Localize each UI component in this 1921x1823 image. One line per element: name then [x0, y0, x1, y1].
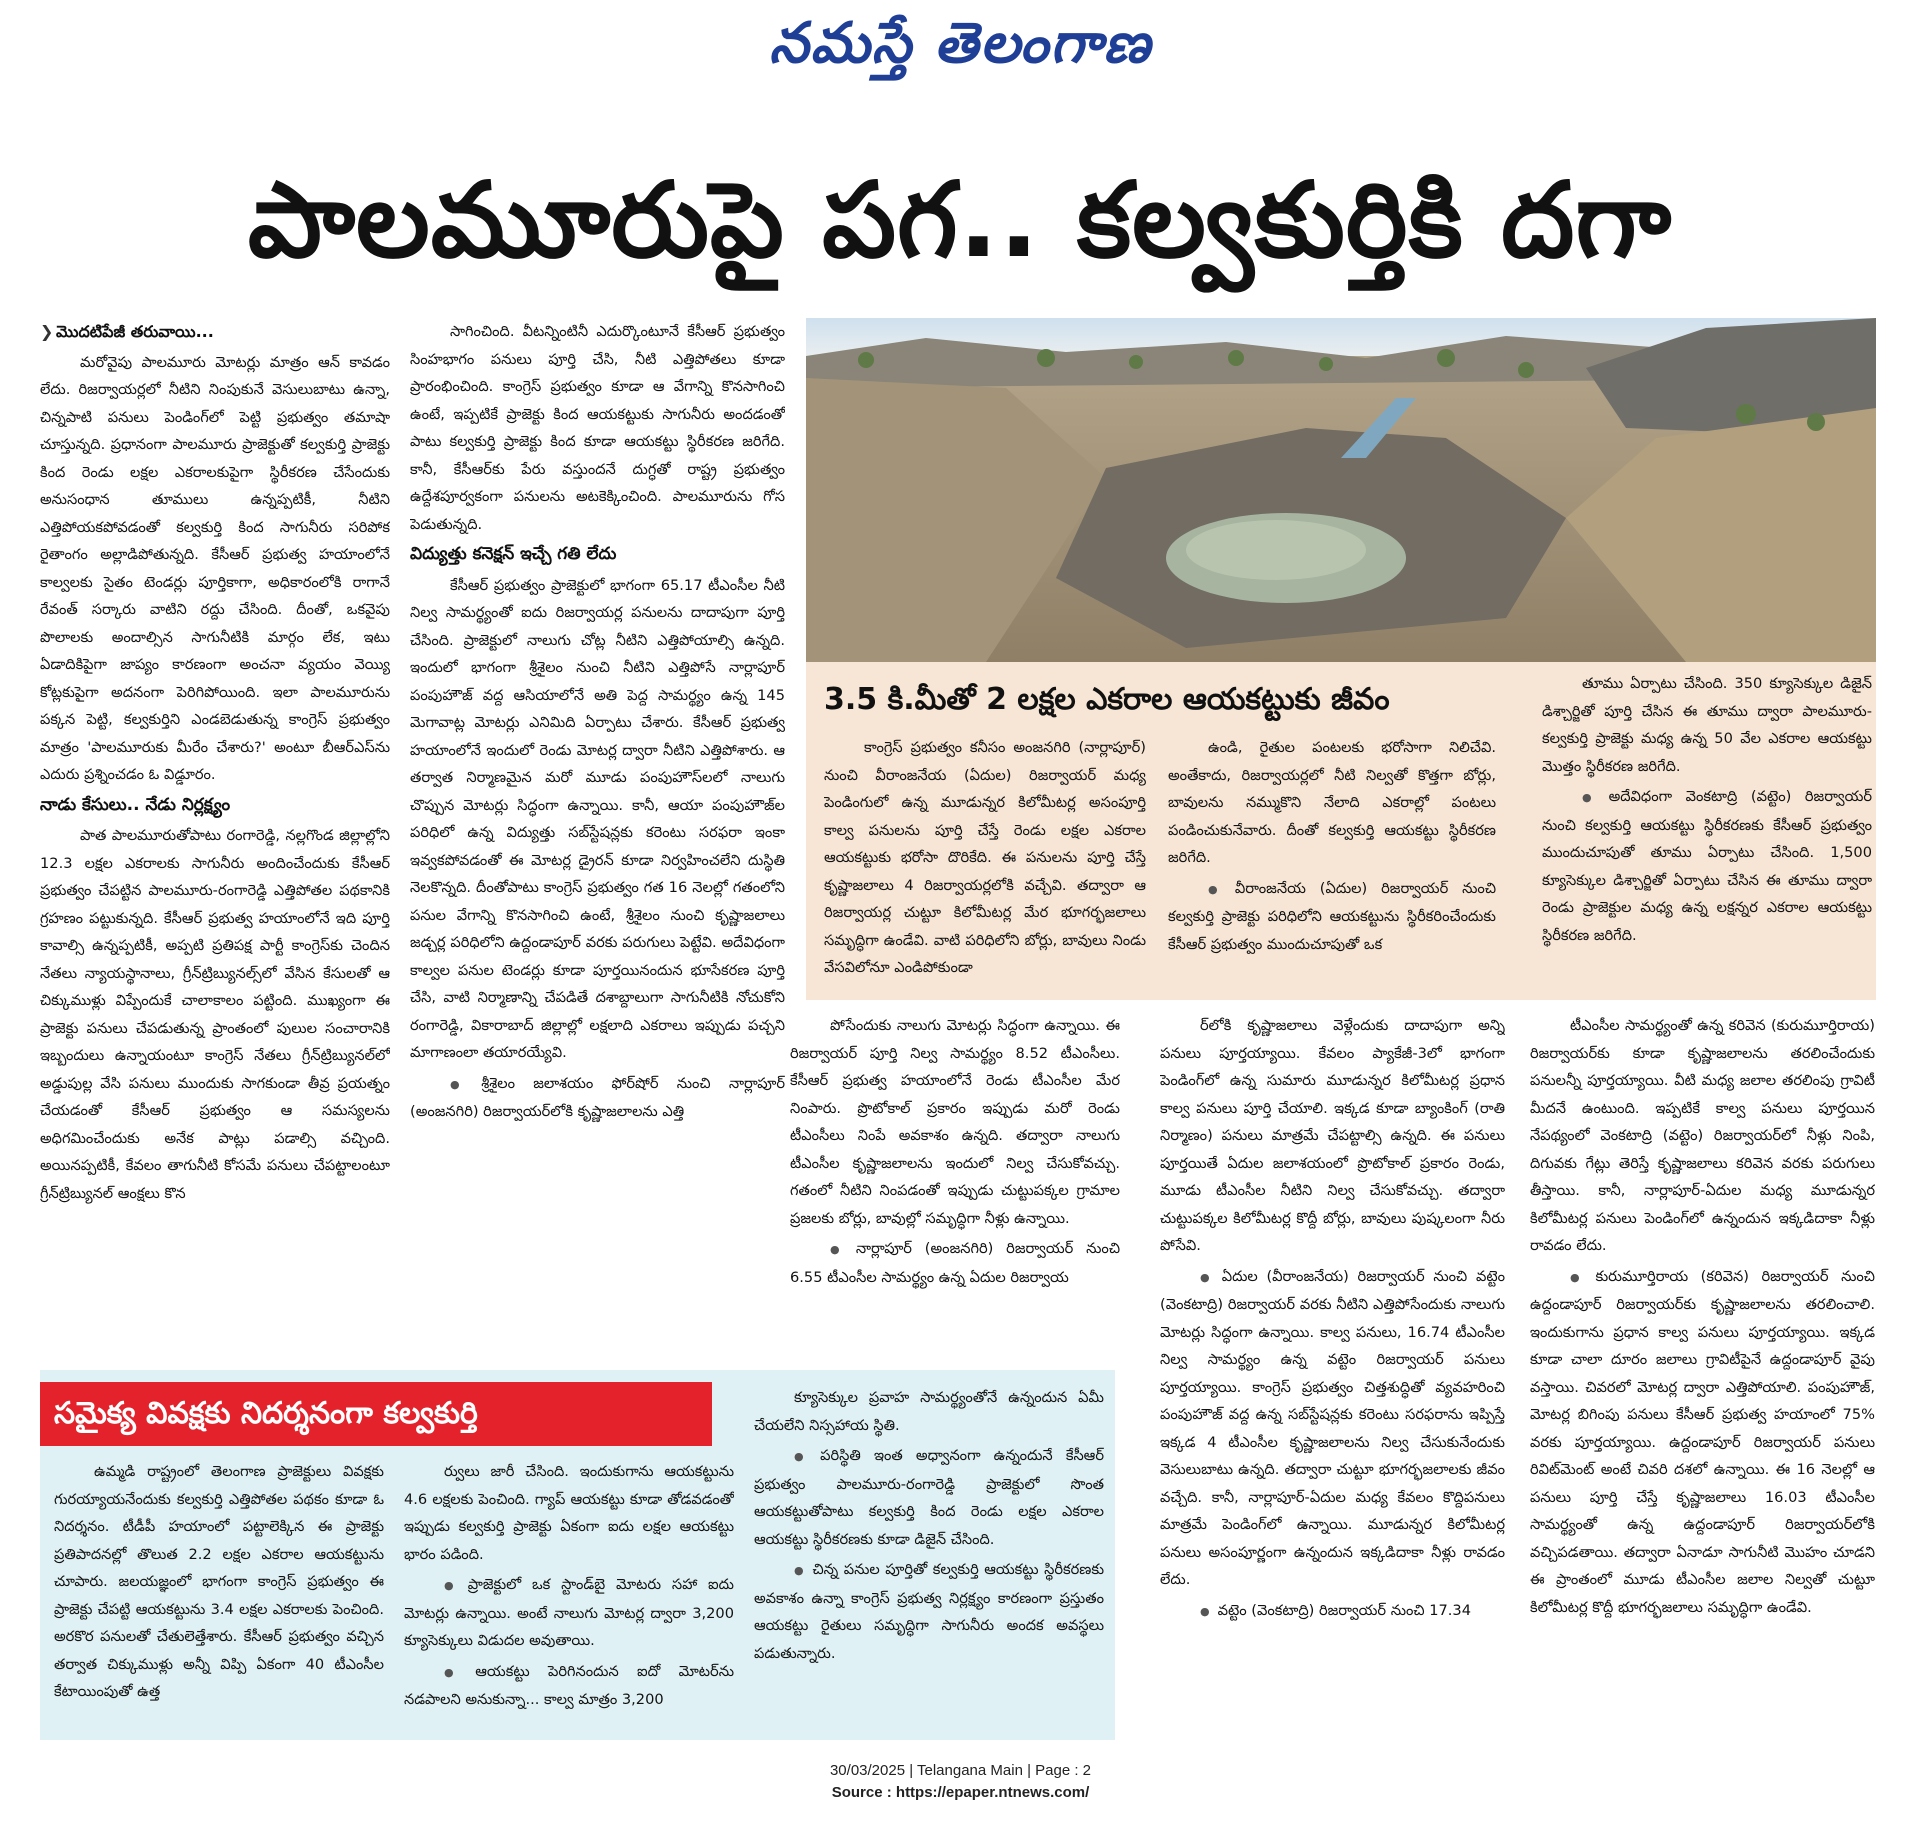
- continuation-label: [40, 318, 390, 346]
- bullet-item: ● చిన్న పనుల పూర్తితో కల్వకుర్తి ఆయకట్టు స్థిరీకరణకు అవకాశం ఉన్నా కాంగ్రెస్ ప్రభుత్వ నిర్లక్ష్యం కారణంగా ప్రస్తుతం ఆయకట్టు రైతులు సమృద్ధిగా సాగునీరు అందక అవస్థలు పడుతున్నారు.: [754, 1556, 1104, 1667]
- footer-date-page: 30/03/2025 | Telangana Main | Page : 2: [829, 1762, 1092, 1779]
- subheading: నాడు కేసులు.. నేడు నిర్లక్ష్యం: [40, 794, 231, 815]
- paragraph: మరోవైపు పాలమూరు మోటర్లు మాత్రం ఆన్ కావడం లేదు. రిజర్వాయర్లలో నీటిని నింపుకునే వెసులుబాటు ఉన్నా, చిన్నపాటి పనులు పెండింగ్‌లో పెట్టి ప్రభుత్వం తమాషా చూస్తున్నది. ప్రధానంగా పాలమూరు ప్రాజెక్టుతో కల్వకుర్తి ప్రాజెక్టు కింద రెండు లక్షల ఎకరాలకుపైగా స్థిరీకరణ చేసేందుకు అనుసంధాన తూములు ఉన్నప్పటికీ, నీటిని ఎత్తిపోయకపోవడంతో కల్వకుర్తి కింద సాగునీరు సరిపోక రైతాంగం అల్లాడిపోతున్నది. కేసీఆర్ ప్రభుత్వ హయాంలోనే కాల్వలకు సైతం టెండర్లు పూర్తికాగా, అధికారంలోకి రాగానే రేవంత్ సర్కారు వాటిని రద్దు చేసింది. దీంతో, ఒకవైపు పొలాలకు అందాల్సిన సాగునీటికి మార్గం లేక, ఇటు ఏడాదికిపైగా జాప్యం కారణంగా అంచనా వ్యయం వెయ్యి కోట్లకుపైగా అదనంగా పెరిగిపోయింది. ఇలా పాలమూరును పక్కన పెట్టి, కల్వకుర్తిని ఎండబెడుతున్న కాంగ్రెస్ ప్రభుత్వం మాత్రం 'పాలమూరుకు మీరేం చేశారు?' అంటూ బీఆర్‌ఎస్‌ను ఎదురు ప్రశ్నించడం ఓ విడ్డూరం.: [40, 353, 390, 783]
- headline: పాలమూరుపై పగ.. కల్వకుర్తికి దగా: [247, 159, 1673, 281]
- column-4: [1160, 1012, 1505, 1742]
- bullet-item: ● ఆయకట్టు పెరిగినందున ఐదో మోటర్‌ను నడపాలని అనుకున్నా... కాల్వ మాత్రం 3,200: [404, 1658, 734, 1714]
- info-box-discrimination: [40, 1370, 1115, 1740]
- dry-canal-photo: [806, 318, 1876, 662]
- box-title: 3.5 కి.మీతో 2 లక్షల ఎకరాల ఆయకట్టుకు జీవం: [824, 682, 1390, 717]
- paragraph: ఉమ్మడి రాష్ట్రంలో తెలంగాణ ప్రాజెక్టులు వివక్షకు గురయ్యాయనేందుకు కల్వకుర్తి ఎత్తిపోతల పథకం కూడా ఓ నిదర్శనం. టీడీపీ హయాంలో పట్టాలెక్కిన ఈ ప్రాజెక్టు ప్రతిపాదనల్లో తొలుత 2.2 లక్షల ఎకరాల ఆయకట్టును చూపారు. జలయజ్ఞంలో భాగంగా కాంగ్రెస్ ప్రభుత్వం ఈ ప్రాజెక్టు చేపట్టి ఆయకట్టును 3.4 లక్షల ఎకరాలకు పెంచింది. అరకొర పనులతో చేతులెత్తేశారు. కేసీఆర్ ప్రభుత్వం వచ్చిన తర్వాత చిక్కుముళ్లు అన్నీ విప్పి ఏకంగా 40 టీఎంసీల కేటాయింపుతో ఉత్త: [54, 1463, 384, 1700]
- bullet-item: ● అదేవిధంగా వెంకటాద్రి (వట్టెం) రిజర్వాయర్ నుంచి కల్వకుర్తి ఆయకట్టు స్థిరీకరణకు కేసీఆర్ ప్రభుత్వం ముందుచూపుతో తూము ఏర్పాటు చేసింది. 1,500 క్యూసెక్కుల డిశ్చార్జితో ఏర్పాటు చేసిన ఈ తూము ద్వారా రెండు ప్రాజెక్టుల మధ్య ఉన్న లక్షన్నర ఎకరాల ఆయకట్టు స్థిరీకరణ జరిగేది.: [1542, 783, 1872, 949]
- bullet-item: ● పరిస్థితి ఇంత అధ్వానంగా ఉన్నందునే కేసీఆర్ ప్రభుత్వం పాలమూరు-రంగారెడ్డి ప్రాజెక్టులో సొంత ఆయకట్టుతోపాటు కల్వకుర్తి కింద రెండు లక్షల ఎకరాల ఆయకట్టు స్థిరీకరణకు కూడా డిజైన్ చేసింది.: [754, 1442, 1104, 1553]
- bullet-item: ● నార్లాపూర్ (అంజనగిరి) రిజర్వాయర్ నుంచి 6.55 టీఎంసీల సామర్థ్యం ఉన్న ఏదుల రిజర్వాయ: [790, 1235, 1120, 1291]
- column-3: [790, 1012, 1120, 1362]
- masthead: నమస్తే తెలంగాణ: [769, 10, 1152, 76]
- bullet-item: ● ఏదుల (వీరాంజనేయ) రిజర్వాయర్ నుంచి వట్టెం (వెంకటాద్రి) రిజర్వాయర్ వరకు నీటిని ఎత్తిపోసేందుకు నాలుగు మోటర్లు సిద్ధంగా ఉన్నాయి. కాల్వ పనులు, 16.74 టీఎంసీల నిల్వ సామర్థ్యం ఉన్న వట్టెం రిజర్వాయర్ పనులు పూర్తయ్యాయి. కాంగ్రెస్ ప్రభుత్వం చిత్తశుద్ధితో వ్యవహరించి పంపుహౌజ్ వద్ద ఉన్న సబ్‌స్టేషన్లకు కరెంటు సరఫరాను ఇప్పిస్తే ఇక్కడ 4 టీఎంసీల కృష్ణాజలాలను నిల్వ చేసుకునేందుకు వెసులుబాటు ఉన్నది. తద్వారా చుట్టూ భూగర్భజలాలకు జీవం వచ్చేది. కానీ, నార్లాపూర్-ఏదుల మధ్య కేవలం కొద్దిపనులు మాత్రమే పెండింగ్‌లో ఉన్నాయి. మూడున్నర కిలోమీటర్ల పనులు అసంపూర్ణంగా ఉన్నందున ఇక్కడిదాకా నీళ్లు రావడం లేదు.: [1160, 1263, 1505, 1594]
- box-title-bar: [40, 1382, 712, 1446]
- paragraph: కాంగ్రెస్ ప్రభుత్వం కనీసం అంజనగిరి (నార్లాపూర్) నుంచి వీరాంజనేయ (ఏదుల) రిజర్వాయర్ మధ్య పెండింగులో ఉన్న మూడున్నర కిలోమీటర్ల అసంపూర్తి కాల్వ పనులను పూర్తి చేస్తే రెండు లక్షల ఎకరాల ఆయకట్టుకు భరోసా దొరికేది. ఈ పనులను పూర్తి చేస్తే కృష్ణాజలాలు 4 రిజర్వాయర్లలోకి వచ్చేవి. తద్వారా ఆ రిజర్వాయర్ల చుట్టూ కిలోమీటర్ల మేర భూగర్భజలాలు సమృద్ధిగా ఉండేవి. వాటి పరిధిలోని బోర్లు, బావులు నిండు వేసవిలోనూ ఎండిపోకుండా: [824, 739, 1146, 976]
- paragraph: పోసేందుకు నాలుగు మోటర్లు సిద్ధంగా ఉన్నాయి. ఈ రిజర్వాయర్ పూర్తి నిల్వ సామర్థ్యం 8.52 టీఎంసీలు. కేసీఆర్ ప్రభుత్వ హయాంలోనే రెండు టీఎంసీల మేర నింపారు. ప్రొటోకాల్ ప్రకారం ఇప్పుడు మరో రెండు టీఎంసీలు నింపే అవకాశం ఉన్నది. తద్వారా నాలుగు టీఎంసీల కృష్ణాజలాలను ఇందులో నిల్వ చేసుకోవచ్చు. గతంలో నీటిని నింపడంతో ఇప్పుడు చుట్టుపక్కల గ్రామాల ప్రజలకు బోర్లు, బావుల్లో సమృద్ధిగా నీళ్లు ఉన్నాయి.: [790, 1017, 1120, 1227]
- box-column-3: [1542, 670, 1872, 998]
- column-1: [40, 318, 390, 1370]
- paragraph: ఉండి, రైతుల పంటలకు భరోసాగా నిలిచేవి. అంతేకాదు, రిజర్వాయర్లలో నీటి నిల్వతో కొత్తగా బోర్లు, బావులను నమ్ముకొని నేలాది ఎకరాల్లో పంటలు పండించుకునేవారు. దీంతో కల్వకుర్తి ఆయకట్టు స్థిరీకరణ జరిగేది.: [1168, 739, 1496, 866]
- chevron-right-icon: ❯: [40, 322, 54, 341]
- bullet-item: ● ప్రాజెక్టులో ఒక స్టాండ్‌బై మోటరు సహా ఐదు మోటర్లు ఉన్నాయి. అంటే నాలుగు మోటర్ల ద్వారా 3,200 క్యూసెక్కులు విడుదల అవుతాయి.: [404, 1571, 734, 1655]
- column-2: [410, 318, 785, 1370]
- dry-canal-photo-illustration: [806, 318, 1876, 662]
- bullet-item: ● వట్టెం (వెంకటాద్రి) రిజర్వాయర్ నుంచి 17.34: [1160, 1597, 1505, 1626]
- box-column-1: [824, 734, 1146, 996]
- paragraph: ర్వులు జారీ చేసింది. ఇందుకుగాను ఆయకట్టును 4.6 లక్షలకు పెంచింది. గ్యాప్ ఆయకట్టు కూడా తోడవడంతో ఇప్పుడు కల్వకుర్తి ప్రాజెక్టు ఏకంగా ఐదు లక్షల ఆయకట్టు భారం పడింది.: [404, 1463, 734, 1563]
- footer-source-link[interactable]: Source : https://epaper.ntnews.com/: [831, 1784, 1090, 1801]
- paragraph: క్యూసెక్కుల ప్రవాహ సామర్థ్యంతోనే ఉన్నందున ఏమీ చేయలేని నిస్సహాయ స్థితి.: [754, 1389, 1104, 1434]
- subheading: విద్యుత్తు కనెక్షన్ ఇచ్చే గతి లేదు: [410, 544, 617, 564]
- paragraph: పాత పాలమూరుతోపాటు రంగారెడ్డి, నల్లగొండ జిల్లాల్లోని 12.3 లక్షల ఎకరాలకు సాగునీరు అందించేందుకు కేసీఆర్ ప్రభుత్వం చేపట్టిన పాలమూరు-రంగారెడ్డి ఎత్తిపోతల పథకానికి గ్రహణం పట్టుకున్నది. కేసీఆర్ ప్రభుత్వ హయాంలోనే ఇది పూర్తి కావాల్సి ఉన్నప్పటికీ, అప్పటి ప్రతిపక్ష పార్టీ కాంగ్రెస్‌కు చెందిన నేతలు న్యాయస్థానాలు, గ్రీన్‌ట్రిబ్యునల్స్‌లో వేసిన కేసులతో ఆ చిక్కుముళ్లు విప్పేందుకే చాలాకాలం పట్టింది. ముఖ్యంగా ఈ ప్రాజెక్టు పనులు చేపడుతున్న ప్రాంతంలో పులుల సంచారానికి ఇబ్బందులు ఉన్నాయంటూ కాంగ్రెస్ నేతలు గ్రీన్‌ట్రిబ్యునల్‌లో అడ్డుపుల్ల వేసి పనులు ముందుకు సాగకుండా తీవ్ర ప్రయత్నం చేయడంతో కేసీఆర్ ప్రభుత్వం ఆ సమస్యలను అధిగమించేందుకు అనేక పాట్లు పడాల్సి వచ్చింది. అయినప్పటికీ, కేవలం తాగునీటి కోసమే పనులు చేపట్టాలంటూ గ్రీన్‌ట్రిబ్యునల్ ఆంక్షలు కొన: [40, 827, 390, 1202]
- bullet-item: ● వీరాంజనేయ (ఏదుల) రిజర్వాయర్ నుంచి కల్వకుర్తి ప్రాజెక్టు పరిధిలోని ఆయకట్టును స్థిరీకరించేందుకు కేసీఆర్ ప్రభుత్వం ముందుచూపుతో ఒక: [1168, 875, 1496, 959]
- box-column-3: [754, 1384, 1104, 1736]
- lead-text: మొదటిపేజీ తరువాయి...: [56, 322, 214, 341]
- footer: [0, 1760, 1921, 1804]
- paragraph: టీఎంసీల సామర్థ్యంతో ఉన్న కరివెన (కురుమూర్తిరాయ) రిజర్వాయర్‌కు కూడా కృష్ణాజలాలను తరలించేందుకు పనులన్నీ పూర్తయ్యాయి. వీటి మధ్య జలాల తరలింపు గ్రావిటీ మీదనే ఉంటుంది. ఇప్పటికే కాల్వ పనులు పూర్తయిన నేపథ్యంలో వెంకటాద్రి (వట్టెం) రిజర్వాయర్‌లో నీళ్లు నింపి, దిగువకు గేట్లు తెరిస్తే కృష్ణాజలాలు కరివెన వరకు పరుగులు తీస్తాయి. కానీ, నార్లాపూర్-ఏదుల మధ్య మూడున్నర కిలోమీటర్ల పనులు పెండింగ్‌లో ఉన్నందున ఇక్కడిదాకా నీళ్లు రావడం లేదు.: [1530, 1017, 1875, 1254]
- paragraph: తూము ఏర్పాటు చేసింది. 350 క్యూసెక్కుల డిజైన్ డిశ్చార్జితో పూర్తి చేసిన ఈ తూము ద్వారా పాలమూరు-కల్వకుర్తి ప్రాజెక్టు మధ్య ఉన్న 50 వేల ఎకరాల ఆయకట్టు మొత్తం స్థిరీకరణ జరిగేది.: [1542, 675, 1872, 775]
- box-title: సమైక్య వివక్షకు నిదర్శనంగా కల్వకుర్తి: [54, 1396, 478, 1431]
- bullet-item: ● శ్రీశైలం జలాశయం ఫోర్‌షోర్ నుంచి నార్లాపూర్ (అంజనగిరి) రిజర్వాయర్‌లోకి కృష్ణాజలాలను ఎత్తి: [410, 1070, 785, 1126]
- box-column-1: [54, 1458, 384, 1736]
- paragraph: సాగించింది. వీటన్నింటినీ ఎదుర్కొంటూనే కేసీఆర్ ప్రభుత్వం సింహభాగం పనులు పూర్తి చేసి, నీటి ఎత్తిపోతలు కూడా ప్రారంభించింది. కాంగ్రెస్ ప్రభుత్వం కూడా ఆ వేగాన్ని కొనసాగించి ఉంటే, ఇప్పటికే ప్రాజెక్టు కింద ఆయకట్టుకు సాగునీరు అందడంతో పాటు కల్వకుర్తి ప్రాజెక్టు కింద కూడా ఆయకట్టు స్థిరీకరణ జరిగేది. కానీ, కేసీఆర్‌కు పేరు వస్తుందనే దుగ్ధతో రాష్ట్ర ప్రభుత్వం ఉద్దేశపూర్వకంగా పనులను అటకెక్కించింది. పాలమూరును గోస పెడుతున్నది.: [410, 323, 785, 533]
- column-5: [1530, 1012, 1875, 1742]
- paragraph: కేసీఆర్ ప్రభుత్వం ప్రాజెక్టులో భాగంగా 65.17 టీఎంసీల నీటి నిల్వ సామర్థ్యంతో ఐదు రిజర్వాయర్ల పనులను దాదాపుగా పూర్తి చేసింది. ప్రాజెక్టులో నాలుగు చోట్ల నీటిని ఎత్తిపోయాల్సి ఉన్నది. ఇందులో భాగంగా శ్రీశైలం నుంచి నీటిని ఎత్తిపోసే నార్లాపూర్ పంపుహౌజ్ వద్ద ఆసియాలోనే అతి పెద్ద సామర్థ్యం ఉన్న 145 మెగావాట్ల మోటర్లు ఎనిమిది ఏర్పాటు చేశారు. కేసీఆర్ ప్రభుత్వ హయాంలోనే ఇందులో రెండు మోటర్ల ద్వారా నీటిని ఎత్తిపోశారు. ఆ తర్వాత నిర్మాణమైన మరో మూడు పంపుహౌస్‌లలో నాలుగు చొప్పున మోటర్లు సిద్ధంగా ఉన్నాయి. కానీ, ఆయా పంపుహౌజ్‌ల పరిధిలో ఉన్న విద్యుత్తు సబ్‌స్టేషన్లకు కరెంటు సరఫరా ఇంకా ఇవ్వకపోవడంతో ఈ మోటర్ల డ్రైరన్ కూడా నిర్వహించలేని దుస్థితి నెలకొన్నది. దీంతోపాటు కాంగ్రెస్ ప్రభుత్వం గత 16 నెలల్లో గతంలోని పనుల వేగాన్ని కొనసాగించి ఉంటే, శ్రీశైలం నుంచి కృష్ణాజలాలు జడ్చర్ల పరిధిలోని ఉద్దండాపూర్ వరకు పరుగులు పెట్టేవి. అదేవిధంగా కాల్వల పనుల టెండర్లు కూడా పూర్తయినందున భూసేకరణ పూర్తి చేసి, వాటి నిర్మాణాన్ని చేపడితే దశాబ్దాలుగా సాగునీటికి నోచుకోని రంగారెడ్డి, వికారాబాద్ జిల్లాల్లో లక్షలాది ఎకరాలు ఇప్పుడు పచ్చని మాగాణంలా తయారయ్యేవి.: [410, 576, 785, 1061]
- bullet-item: ● కురుమూర్తిరాయ (కరివెన) రిజర్వాయర్ నుంచి ఉద్దండాపూర్ రిజర్వాయర్‌కు కృష్ణాజలాలను తరలించాలి. ఇందుకుగాను ప్రధాన కాల్వ పనులు పూర్తయ్యాయి. ఇక్కడ కూడా చాలా దూరం జలాలు గ్రావిటీపైనే ఉద్దండాపూర్ వైపు వస్తాయి. చివరలో మోటర్ల ద్వారా ఎత్తిపోయాలి. పంపుహౌజ్, మోటర్ల బిగింపు పనులు కేసీఆర్ ప్రభుత్వ హయాంలో 75% వరకు పూర్తయ్యాయి. ఉద్దండాపూర్ రిజర్వాయర్ పనులు రివిట్‌మెంట్ అంటే చివరి దశలో ఉన్నాయి. ఈ 16 నెలల్లో ఆ పనులు పూర్తి చేస్తే కృష్ణాజలాలు 16.03 టీఎంసీల సామర్థ్యంతో ఉన్న ఉద్దండాపూర్ రిజర్వాయర్‌లోకి వచ్చిపడతాయి. తద్వారా ఏనాడూ సాగునీటి మొహం చూడని ఈ ప్రాంతంలో మూడు టీఎంసీల జలాల నిల్వతో చుట్టూ కిలోమీటర్ల కొద్దీ భూగర్భజలాలు సమృద్ధిగా ఉండేవి.: [1530, 1263, 1875, 1622]
- box-column-2: [404, 1458, 734, 1736]
- paragraph: ర్‌లోకి కృష్ణాజలాలు వెళ్లేందుకు దాదాపుగా అన్ని పనులు పూర్తయ్యాయి. కేవలం ప్యాకేజీ-3లో భాగంగా పెండింగ్‌లో ఉన్న సుమారు మూడున్నర కిలోమీటర్ల ప్రధాన కాల్వ పనులు పూర్తి చేయాలి. ఇక్కడ కూడా బ్యాంకింగ్ (రాతి నిర్మాణం) పనులు మాత్రమే చేపట్టాల్సి ఉన్నది. ఈ పనులు పూర్తయితే ఏదుల జలాశయంలో ప్రొటోకాల్ ప్రకారం రెండు, మూడు టీఎంసీల నీటిని నిల్వ చేసుకోవచ్చు. తద్వారా చుట్టుపక్కల కిలోమీటర్ల కొద్దీ బోర్లు, బావులు పుష్కలంగా నీరు పోసేవి.: [1160, 1017, 1505, 1254]
- box-column-2: [1168, 734, 1496, 996]
